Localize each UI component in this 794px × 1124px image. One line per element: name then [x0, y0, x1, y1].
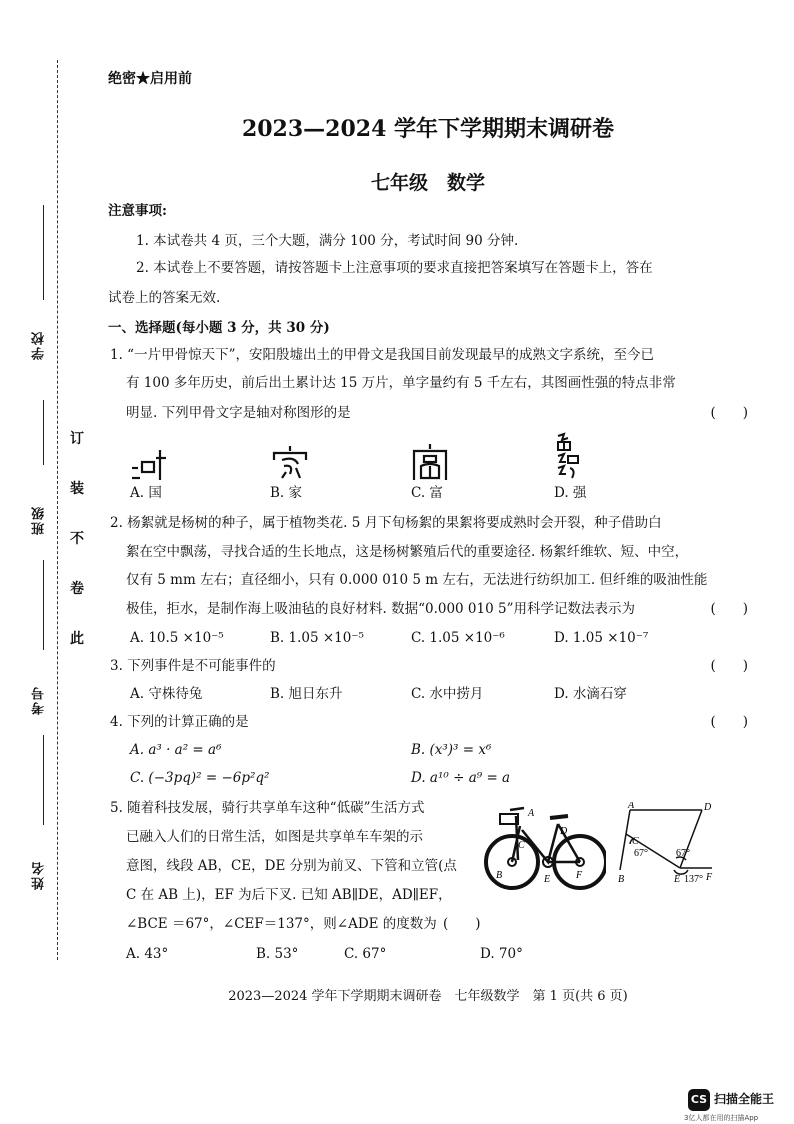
page-footer: 2023—2024 学年下学期期末调研卷 七年级数学 第 1 页(共 6 页) — [228, 989, 628, 1004]
bike-label-b: B — [496, 870, 503, 881]
camscanner-name: 扫描全能王 — [714, 1092, 775, 1106]
exam-title: 2023—2024 学年下学期期末调研卷 — [241, 116, 615, 142]
q1-line-3: 明显. 下列甲骨文字是轴对称图形的是 — [126, 405, 351, 421]
q5-option-d: D. 70° — [480, 946, 523, 962]
geo-angle-bce: 67° — [634, 848, 648, 859]
seal-char-3: 不 — [70, 531, 84, 547]
binding-dashed-line — [57, 60, 58, 960]
bicycle-figure — [484, 802, 606, 894]
geo-angle-ade: 67° — [676, 848, 690, 859]
q4-option-d: D. a¹⁰ ÷ a⁹ = a — [411, 770, 511, 786]
geo-label-a: A — [628, 802, 635, 811]
oracle-guo-icon — [130, 448, 170, 482]
geo-angle-cef: 137° — [684, 874, 703, 885]
class-label: 班级 — [32, 505, 47, 535]
geo-label-b: B — [618, 874, 625, 885]
q3-line: 3. 下列事件是不可能事件的 — [110, 658, 276, 674]
name-line — [43, 735, 44, 825]
q3-option-a: A. 守株待兔 — [130, 686, 203, 702]
geo-label-c: C — [632, 836, 639, 847]
bike-label-e: E — [544, 874, 551, 885]
q3-option-b: B. 旭日东升 — [270, 686, 343, 702]
q5-line-3: 意图，线段 AB，CE，DE 分别为前叉、下管和立管(点 — [126, 858, 457, 874]
q2-option-b: B. 1.05 ×10⁻⁵ — [270, 630, 364, 646]
q2-option-c: C. 1.05 ×10⁻⁶ — [411, 630, 505, 646]
frame-geometry-figure — [616, 802, 716, 890]
q1-line-2: 有 100 多年历史，前后出土累计达 15 万片，单字量约有 5 千左右，其图画性强的特点非常 — [126, 375, 676, 391]
seal-char-5: 此 — [70, 631, 84, 647]
q2-option-d: D. 1.05 ×10⁻⁷ — [554, 630, 649, 646]
q5-line-5: ∠BCE ＝67°，∠CEF＝137°，则∠ADE 的度数为 — [126, 916, 437, 932]
seal-char-1: 订 — [70, 431, 84, 447]
q2-line-2: 絮在空中飘荡，寻找合适的生长地点，这是杨树繁殖后代的重要途径. 杨絮纤维软、短、中空， — [126, 544, 689, 560]
q1-line-1: 1. “一片甲骨惊天下”，安阳殷墟出土的甲骨文是我国目前发现最早的成熟文字系统，至今已 — [110, 347, 654, 363]
oracle-fu-icon — [410, 442, 450, 482]
note-2: 2. 本试卷上不要答题，请按答题卡上注意事项的要求直接把答案填写在答题卡上，答在 — [136, 260, 653, 276]
q5-answer-paren: ( ) — [443, 916, 481, 932]
q2-line-3: 仅有 5 mm 左右；直径细小，只有 0.000 010 5 m 左右，无法进行纺织加工. 但纤维的吸油性能 — [126, 572, 708, 588]
section-heading: 一、选择题(每小题 3 分，共 30 分) — [108, 320, 330, 336]
q5-line-1: 5. 随着科技发展，骑行共享单车这种“低碳”生活方式 — [110, 800, 425, 816]
q5-option-a: A. 43° — [126, 946, 169, 962]
number-label: 考号 — [32, 685, 47, 715]
q2-answer-paren: ( ) — [710, 601, 748, 617]
q1-option-b: B. 家 — [270, 485, 303, 501]
q3-option-c: C. 水中捞月 — [411, 686, 484, 702]
notes-heading: 注意事项: — [108, 203, 167, 219]
q2-line-1: 2. 杨絮就是杨树的种子，属于植物类花. 5 月下旬杨絮的果絮将要成熟时会开裂，种子借助白 — [110, 515, 662, 531]
exam-subtitle: 七年级 数学 — [370, 172, 485, 194]
name-label: 姓名 — [32, 860, 47, 890]
oracle-jia-icon — [270, 444, 310, 482]
q5-line-2: 已融入人们的日常生活，如图是共享单车车架的示 — [126, 829, 423, 845]
q1-option-a: A. 国 — [130, 485, 162, 501]
q4-option-a: A. a³ · a² = a⁶ — [130, 742, 222, 758]
school-line — [43, 205, 44, 300]
q1-answer-paren: ( ) — [710, 405, 748, 421]
q5-option-c: C. 67° — [344, 946, 387, 962]
q2-line-4: 极佳，拒水，是制作海上吸油毡的良好材料. 数据“0.000 010 5”用科学记数法表示为 — [126, 601, 635, 617]
q3-option-d: D. 水滴石穿 — [554, 686, 627, 702]
camscanner-logo: CS — [688, 1089, 710, 1111]
q4-option-c: C. (−3pq)² = −6p²q² — [130, 770, 270, 786]
q4-option-b: B. (x³)³ = x⁶ — [411, 742, 492, 758]
q1-option-c: C. 富 — [411, 485, 443, 501]
secret-label: 绝密★启用前 — [108, 71, 192, 87]
seal-char-4: 卷 — [70, 581, 84, 597]
note-3: 试卷上的答案无效. — [108, 290, 221, 306]
camscanner-tagline: 3亿人都在用的扫描App — [684, 1114, 759, 1122]
q4-answer-paren: ( ) — [710, 714, 748, 730]
q4-line: 4. 下列的计算正确的是 — [110, 714, 249, 730]
bike-label-c: C — [518, 840, 525, 851]
number-line — [43, 560, 44, 650]
note-1: 1. 本试卷共 4 页，三个大题，满分 100 分，考试时间 90 分钟. — [136, 233, 519, 249]
q2-option-a: A. 10.5 ×10⁻⁵ — [130, 630, 224, 646]
class-line — [43, 400, 44, 465]
q5-option-b: B. 53° — [256, 946, 299, 962]
school-label: 学校 — [32, 330, 47, 360]
geo-label-d: D — [704, 802, 712, 813]
geo-label-f: F — [706, 872, 713, 883]
oracle-qiang-icon — [554, 432, 588, 482]
q1-option-d: D. 强 — [554, 485, 587, 501]
bike-label-f: F — [576, 870, 583, 881]
seal-char-2: 装 — [70, 481, 84, 497]
q5-line-4: C 在 AB 上)，EF 为后下叉. 已知 AB∥DE，AD∥EF， — [126, 887, 452, 903]
bike-label-d: D — [560, 826, 568, 837]
geo-label-e: E — [674, 874, 681, 885]
bike-label-a: A — [528, 808, 535, 819]
q3-answer-paren: ( ) — [710, 658, 748, 674]
